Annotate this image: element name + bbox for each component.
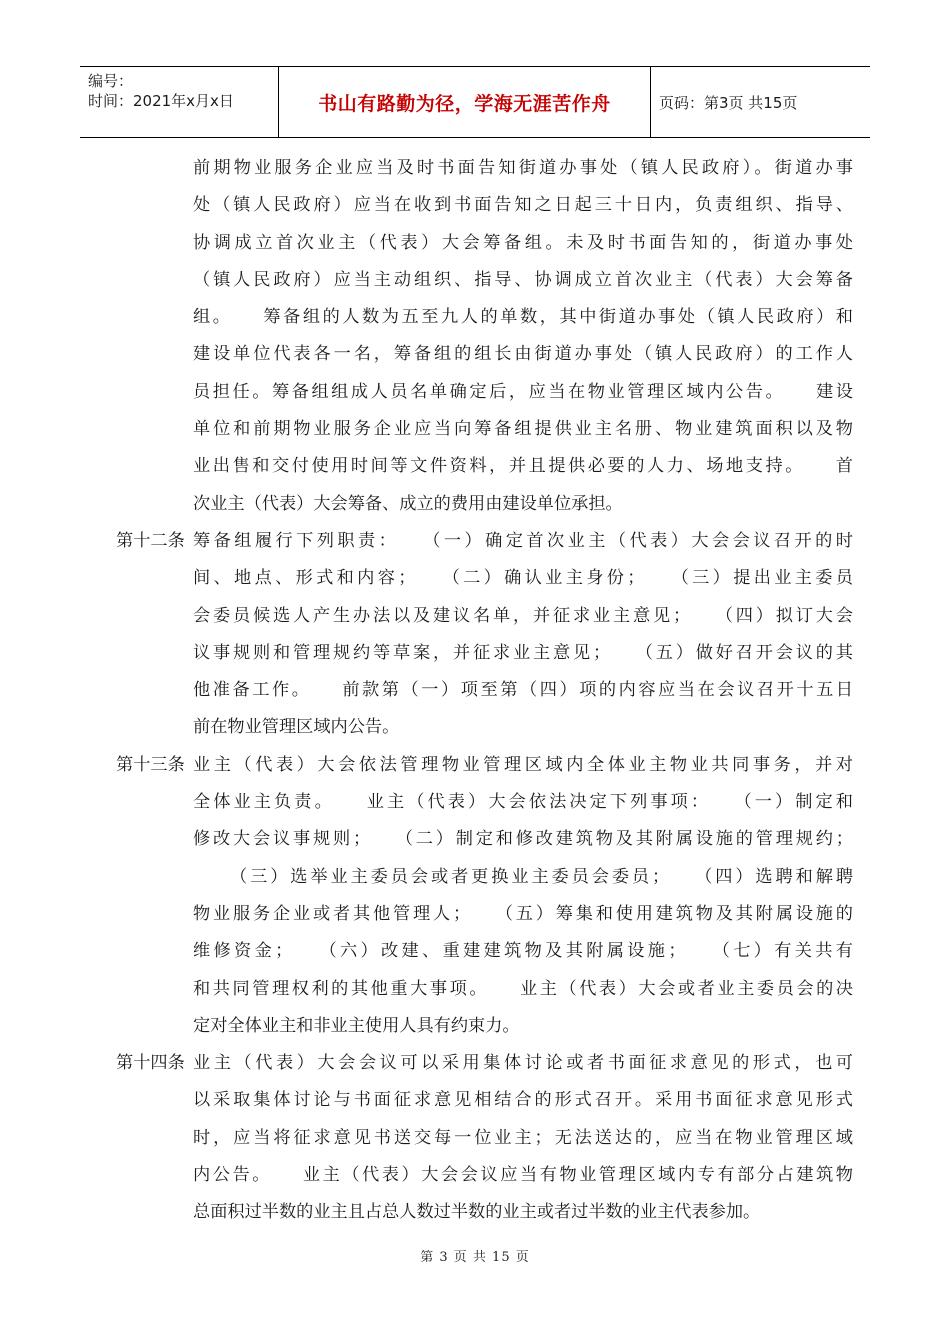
page-footer: 第 3 页 共 15 页 (420, 1250, 530, 1265)
header-meta (80, 67, 279, 137)
text-line: 总面积过半数的业主且占总人数过半数的业主或者过半数的业主代表参加。 (193, 1202, 761, 1223)
text-line: 以采取集体讨论与书面征求意见相结合的形式召开。采用书面征求意见形式 (193, 1090, 853, 1111)
text-line: 和共同管理权利的其他重大事项。 业主（代表）大会或者业主委员会的决 (193, 978, 853, 999)
page-header (80, 66, 870, 138)
article-label: 第十三条 (116, 754, 185, 775)
article-paragraph (0, 523, 950, 747)
text-line: 筹备组履行下列职责： （一）确定首次业主（代表）大会会议召开的时 (193, 530, 853, 551)
document-body (0, 150, 950, 1232)
header-motto: 书山有路勤为径，学海无涯苦作舟 (279, 67, 651, 137)
article-label: 第十四条 (116, 1053, 185, 1074)
document-number-label: 编号： (88, 72, 134, 90)
text-line: 业出售和交付使用时间等文件资料，并且提供必要的人力、场地支持。 首 (193, 456, 853, 477)
continuation-paragraph (0, 150, 950, 523)
text-line: 内公告。 业主（代表）大会会议应当有物业管理区域内专有部分占建筑物 (193, 1165, 853, 1186)
text-line: 单位和前期物业服务企业应当向筹备组提供业主名册、物业建筑面积以及物 (193, 419, 853, 440)
text-line: 间、地点、形式和内容； （二）确认业主身份； （三）提出业主委员 (193, 568, 853, 589)
article-paragraph (0, 1045, 950, 1231)
text-line: 议事规则和管理规约等草案，并征求业主意见； （五）做好召开会议的其 (193, 642, 853, 663)
text-line: 时，应当将征求意见书送交每一位业主；无法送达的，应当在物业管理区域 (193, 1127, 853, 1148)
text-line: 全体业主负责。 业主（代表）大会依法决定下列事项： （一）制定和 (193, 792, 853, 813)
header-page-info: 页码：第3页 共15页 (659, 93, 798, 112)
text-line: 会委员候选人产生办法以及建议名单，并征求业主意见； （四）拟订大会 (193, 605, 853, 626)
text-line: 组。 筹备组的人数为五至九人的单数，其中街道办事处（镇人民政府）和 (193, 307, 853, 328)
text-line: （三）选举业主委员会或者更换业主委员会委员； （四）选聘和解聘 (230, 866, 853, 887)
text-line: 次业主（代表）大会筹备、成立的费用由建设单位承担。 (193, 493, 623, 514)
text-line: 业主（代表）大会会议可以采用集体讨论或者书面征求意见的形式，也可 (193, 1053, 853, 1074)
text-line: 他准备工作。 前款第（一）项至第（四）项的内容应当在会议召开十五日 (193, 680, 853, 701)
text-line: 建设单位代表各一名，筹备组的组长由街道办事处（镇人民政府）的工作人 (193, 344, 853, 365)
article-label: 第十二条 (116, 530, 185, 551)
text-line: 处（镇人民政府）应当在收到书面告知之日起三十日内，负责组织、指导、 (193, 195, 853, 216)
text-line: （镇人民政府）应当主动组织、指导、协调成立首次业主（代表）大会筹备 (193, 269, 853, 290)
text-line: 员担任。筹备组组成人员名单确定后，应当在物业管理区域内公告。 建设 (193, 381, 853, 402)
article-paragraph (0, 747, 950, 1045)
text-line: 物业服务企业或者其他管理人； （五）筹集和使用建筑物及其附属设施的 (193, 903, 853, 924)
text-line: 协调成立首次业主（代表）大会筹备组。未及时书面告知的，街道办事处 (193, 232, 853, 253)
text-line: 修改大会议事规则； （二）制定和修改建筑物及其附属设施的管理规约； (193, 829, 853, 850)
text-line: 前期物业服务企业应当及时书面告知街道办事处（镇人民政府）。街道办事 (193, 158, 853, 178)
text-line: 定对全体业主和非业主使用人具有约束力。 (193, 1015, 520, 1036)
text-line: 维修资金； （六）改建、重建建筑物及其附属设施； （七）有关共有 (193, 941, 853, 962)
text-line: 前在物业管理区域内公告。 (193, 717, 400, 738)
text-line: 业主（代表）大会依法管理物业管理区域内全体业主物业共同事务，并对 (193, 754, 853, 775)
document-date-label: 时间：2021年x月x日 (88, 92, 234, 110)
